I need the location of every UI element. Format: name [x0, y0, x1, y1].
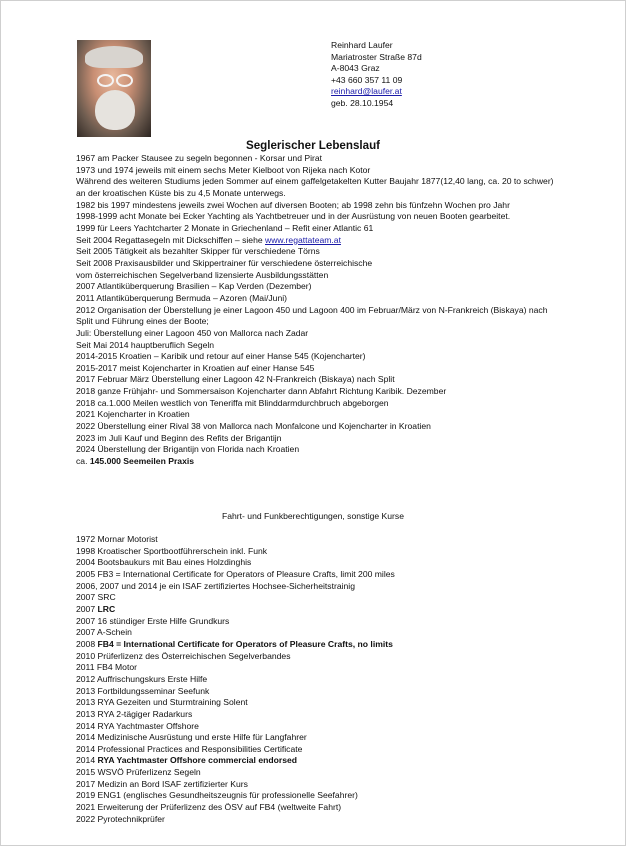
- license-line: 1972 Mornar Motorist: [76, 534, 158, 544]
- cv-line: 2023 im Juli Kauf und Beginn des Refits der Brigantijn: [76, 432, 282, 443]
- total-miles: 145.000 Seemeilen Praxis: [89, 456, 195, 467]
- cv-line: 2021 Kojencharter in Kroatien: [76, 409, 190, 420]
- license-line: 2015 WSVÖ Prüferlizenz Segeln: [76, 767, 201, 778]
- cv-line: 2018 ganze Frühjahr- und Sommersaison Kojencharter dann Abfahrt Richtung Karibik. Dezember: [76, 386, 447, 397]
- cv-line: 1982 bis 1997 mindestens jeweils zwei Wochen auf diversen Booten; ab 1998 zehn bis fünfzehn Wochen pro Jahr: [76, 199, 510, 210]
- license-line: 2021 Erweiterung der Prüferlizenz des ÖSV auf FB4 (weltweite Fahrt): [76, 802, 342, 813]
- license-line: 2014 RYA Yachtmaster Offshore: [76, 720, 199, 731]
- license-line: 2014 Medizinische Ausrüstung und erste Hilfe für Langfahrer: [76, 732, 307, 743]
- license-line: 2011 FB4 Motor: [76, 662, 137, 673]
- cv-line: 1999 für Leers Yachtcharter 2 Monate in Griechenland – Refit einer Atlantic 61: [76, 222, 374, 233]
- contact-birthdate: geb. 28.10.1954: [331, 97, 394, 108]
- section-subtitle: Fahrt- und Funkberechtigungen, sonstige Kurse: [221, 511, 404, 521]
- cv-line: 2015-2017 meist Kojencharter in Kroatien auf einer Hanse 545: [76, 362, 315, 373]
- license-line: 2013 RYA 2-tägiger Radarkurs: [76, 708, 193, 719]
- cv-line: Seit 2005 Tätigkeit als bezahlter Skipper für verschiedene Törns: [76, 246, 320, 257]
- contact-phone: +43 660 357 11 09: [331, 74, 403, 85]
- contact-street: Mariatroster Straße 87d: [331, 51, 422, 62]
- photo-hair: [85, 46, 143, 68]
- license-line: 2019 ENG1 (englisches Gesundheitszeugnis für professionelle Seefahrer): [76, 790, 358, 801]
- cv-line: Juli: Überstellung einer Lagoon 450 von Mallorca nach Zadar: [76, 327, 309, 338]
- photo-beard: [95, 90, 135, 130]
- license-line: 2012 Auffrischungskurs Erste Hilfe: [76, 673, 208, 684]
- cv-line: Seit 2004 Regattasegeln mit Dickschiffen – siehe www.regattateam.at: [76, 234, 341, 245]
- contact-email-link[interactable]: reinhard@laufer.at: [331, 86, 402, 97]
- contact-city: A-8043 Graz: [331, 63, 380, 74]
- license-line: 2017 Medizin an Bord ISAF zertifizierter Kurs: [76, 778, 248, 789]
- cv-line: 2018 ca.1.000 Meilen westlich von Teneriffa mit Blinddarmdurchbruch abgeborgen: [76, 397, 389, 408]
- cv-line: 1998-1999 acht Monate bei Ecker Yachting als Yachtbetreuer und in der Ausrüstung von neuen Booten gearbeitet.: [76, 211, 511, 222]
- cv-line: ca. 145.000 Seemeilen Praxis: [76, 456, 195, 467]
- regattateam-link[interactable]: www.regattateam.at: [265, 234, 341, 245]
- cv-line: 1973 und 1974 jeweils mit einem sechs Meter Kielboot von Rijeka nach Kotor: [76, 164, 371, 175]
- cv-line: 2014-2015 Kroatien – Karibik und retour auf einer Hanse 545 (Kojencharter): [76, 351, 366, 362]
- license-line: 2022 Pyrotechnikprüfer: [76, 813, 165, 824]
- cv-line: Seit Mai 2014 hauptberuflich Segeln: [76, 339, 215, 350]
- license-line: 2005 FB3 = International Certificate for Operators of Pleasure Crafts, limit 200 miles: [76, 568, 395, 579]
- license-line: 2014 RYA Yachtmaster Offshore commercial endorsed: [76, 755, 297, 766]
- contact-block: [331, 40, 422, 110]
- license-line: 2007 SRC: [76, 592, 116, 603]
- license-line: 1998 Kroatischer Sportbootführerschein inkl. Funk: [76, 545, 268, 556]
- license-line: 2013 RYA Gezeiten und Sturmtraining Solent: [76, 697, 248, 708]
- licenses-list: [76, 534, 556, 825]
- cv-line: 2007 Atlantiküberquerung Brasilien – Kap Verden (Dezember): [76, 281, 312, 292]
- license-line: 2007 LRC: [76, 603, 116, 614]
- license-line: 2013 Fortbildungsseminar Seefunk: [76, 685, 210, 696]
- cv-line: Während des weiteren Studiums jeden Sommer auf einem gaffelgetakelten Kutter Baujahr 1877(12,40 lang, ca. 20 to schwer) an der kroatischen Küste bis zu 4,5 Monate unterwegs.: [76, 176, 554, 198]
- cv-line: 2022 Überstellung einer Rival 38 von Mallorca nach Monfalcone und Kojencharter in Kroatien: [76, 421, 431, 432]
- sailing-cv: [76, 153, 556, 468]
- license-line: 2010 Prüferlizenz des Österreichischen Segelverbandes: [76, 650, 291, 661]
- license-line: 2007 16 stündiger Erste Hilfe Grundkurs: [76, 615, 230, 626]
- cv-line: 2024 Überstellung der Brigantijn von Florida nach Kroatien: [76, 444, 300, 455]
- cv-line: 2012 Organisation der Überstellung je einer Lagoon 450 und Lagoon 400 im Februar/März von N-Frankreich (Biskaya) nach Split und Führung eines der Boote;: [76, 304, 548, 327]
- page-title: Seglerischer Lebenslauf: [245, 139, 381, 152]
- photo-glasses: [97, 74, 133, 84]
- license-line: 2014 Professional Practices and Responsibilities Certificate: [76, 743, 303, 754]
- license-line: 2008 FB4 = International Certificate for Operators of Pleasure Crafts, no limits: [76, 638, 393, 649]
- license-line: 2006, 2007 und 2014 je ein ISAF zertifiziertes Hochsee-Sicherheitstrainig: [76, 580, 355, 591]
- contact-name: Reinhard Laufer: [331, 40, 393, 50]
- license-line: 2007 A-Schein: [76, 627, 132, 638]
- cv-line: 2011 Atlantiküberquerung Bermuda – Azoren (Mai/Juni): [76, 292, 287, 303]
- cv-line: Seit 2008 Praxisausbilder und Skippertrainer für verschiedene österreichische: [76, 257, 373, 268]
- cv-line: 2017 Februar März Überstellung einer Lagoon 42 N-Frankreich (Biskaya) nach Split: [76, 374, 395, 385]
- license-line: 2004 Bootsbaukurs mit Bau eines Holzdinghis: [76, 557, 252, 568]
- portrait-photo: [77, 40, 151, 137]
- cv-line: 1967 am Packer Stausee zu segeln begonnen - Korsar und Pirat: [76, 153, 323, 163]
- cv-line: vom österreichischen Segelverband lizensierte Ausbildungsstätten: [76, 269, 329, 280]
